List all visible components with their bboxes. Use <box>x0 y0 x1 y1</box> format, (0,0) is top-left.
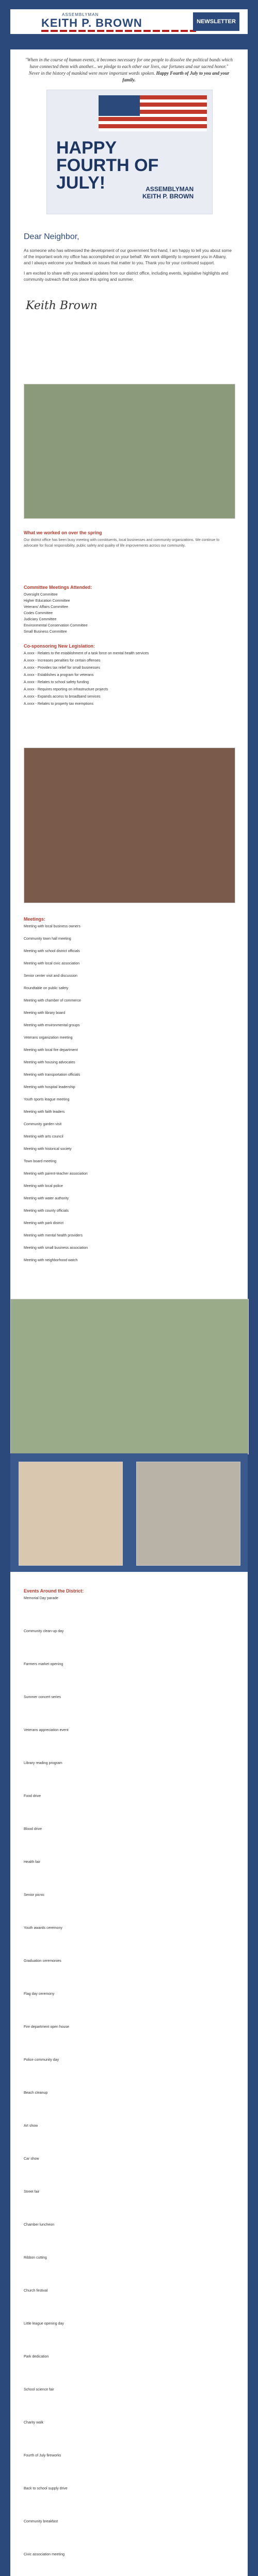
event-photo <box>136 1462 240 1566</box>
list-item: Town board meeting <box>24 1160 57 1163</box>
quote-text: "When in the course of human events, it becomes necessary for one people to dissolve the political bands which have connected them with another... we pledge to each other our lives, our fortunes and our sacred honor." Never in the history of mankind were more important words spoken. Happy Fourth of July to you and your family. <box>25 57 233 82</box>
list-item: Street fair <box>24 2190 40 2194</box>
letter-paragraph-2: I am excited to share with you several updates from our district office, including events, legislative highlights and community outreach that took place this spring and summer. <box>24 271 229 282</box>
list-item: School science fair <box>24 2388 54 2392</box>
list-item: Meeting with mental health providers <box>24 1234 83 1238</box>
masthead-stripes <box>41 30 196 32</box>
list-item: Community breakfast <box>24 2520 58 2523</box>
group-photo <box>24 384 235 519</box>
list-item: Meeting with school district officials <box>24 950 80 953</box>
list-item: Senior center visit and discussion <box>24 974 77 978</box>
list-item: Meeting with water authority <box>24 1197 69 1200</box>
quote-card <box>10 49 248 222</box>
list-item: Little league opening day <box>24 2322 64 2326</box>
list-item: Environmental Conservation Committee <box>24 624 88 628</box>
quote-highlight: Happy Fourth of July to you and your family. <box>122 71 230 82</box>
list-item: Veterans appreciation event <box>24 1728 69 1732</box>
list-item: Judiciary Committee <box>24 618 57 621</box>
list-item: Community garden visit <box>24 1123 62 1126</box>
list-item: Meeting with environmental groups <box>24 1024 80 1027</box>
list-item: Community clean-up day <box>24 1630 64 1633</box>
list-item: Meeting with local fire department <box>24 1048 78 1052</box>
spring-title: What we worked on over the spring <box>24 530 102 535</box>
list-item: Park dedication <box>24 2355 49 2359</box>
list-item: Art show <box>24 2124 38 2128</box>
list-item: A.xxxx - Expands access to broadband services <box>24 695 101 699</box>
list-item: Library reading program <box>24 1761 62 1765</box>
list-item: Health fair <box>24 1860 40 1864</box>
signature: Keith Brown <box>26 299 98 312</box>
list-item: Fire department open house <box>24 2025 69 2029</box>
list-item: Meeting with park district <box>24 1222 64 1225</box>
list-item: Beach cleanup <box>24 2091 48 2095</box>
meetings-list <box>24 924 234 1264</box>
list-item: Meeting with local business owners <box>24 925 80 928</box>
list-item: A.xxxx - Relates to the establishment of a task force on mental health services <box>24 652 149 655</box>
list-item: A.xxxx - Requires reporting on infrastructure projects <box>24 688 108 691</box>
events-title: Events Around the District: <box>24 1588 84 1594</box>
list-item: Codes Committee <box>24 612 53 615</box>
list-item: Farmers market opening <box>24 1663 63 1666</box>
photo-pair <box>10 1453 248 1572</box>
list-item: Community town hall meeting <box>24 937 71 941</box>
list-item: Police community day <box>24 2058 59 2062</box>
list-item: Meeting with historical society <box>24 1147 72 1151</box>
committee-title: Committee Meetings Attended: <box>24 585 92 590</box>
events-list <box>24 1596 234 2576</box>
list-item: Back to school supply drive <box>24 2487 68 2490</box>
events-section <box>10 1572 248 2576</box>
list-item: Veterans' Affairs Committee <box>24 605 69 609</box>
list-item: Higher Education Committee <box>24 599 70 603</box>
list-item: Meeting with transportation officials <box>24 1073 80 1077</box>
list-item: A.xxxx - Relates to school safety funding <box>24 681 89 684</box>
spring-section <box>10 371 248 732</box>
list-item: Graduation ceremonies <box>24 1959 61 1963</box>
fourth-of-july-image <box>46 90 213 214</box>
list-item: Meeting with hospital leadership <box>24 1086 75 1089</box>
july-signature: ASSEMBLYMAN KEITH P. BROWN <box>142 185 194 200</box>
list-item: Meeting with neighborhood watch <box>24 1259 78 1262</box>
list-item: Charity walk <box>24 2421 44 2425</box>
list-item: Small Business Committee <box>24 630 67 634</box>
meeting-photo <box>24 748 235 903</box>
list-item: Meeting with local police <box>24 1184 63 1188</box>
list-item: Meeting with library board <box>24 1011 66 1015</box>
list-item: Memorial Day parade <box>24 1597 58 1600</box>
list-item: Youth sports league meeting <box>24 1098 70 1101</box>
list-item: Veterans organization meeting <box>24 1036 73 1040</box>
list-item: Blood drive <box>24 1827 42 1831</box>
list-item: Fourth of July fireworks <box>24 2454 61 2458</box>
letter-paragraph-1: As someone who has witnessed the development of our government first-hand, I am happy to tell you about some of the important work my office has accomplished on your behalf. We work diligently to represent you in Albany, and I always welcome your feedback on issues that matter to you. Thank you for your continued support. <box>24 248 232 265</box>
list-item: Meeting with chamber of commerce <box>24 999 81 1003</box>
list-item: Meeting with housing advocates <box>24 1061 75 1064</box>
spring-text: Our district office has been busy meeting with constituents, local businesses and community organizations. We continue to advocate for fiscal responsibility, public safety and quality of life improvements across our community. <box>24 538 220 548</box>
list-item: Meeting with small business association <box>24 1246 88 1250</box>
masthead-badge: NEWSLETTER <box>193 12 239 31</box>
list-item: Food drive <box>24 1794 41 1798</box>
list-item: Summer concert series <box>24 1696 61 1699</box>
list-item: Roundtable on public safety <box>24 987 69 990</box>
list-item: Meeting with arts council <box>24 1135 63 1139</box>
masthead <box>10 9 248 34</box>
list-item: Youth awards ceremony <box>24 1926 62 1930</box>
list-item: A.xxxx - Relates to property tax exemptions <box>24 702 93 706</box>
list-item: Car show <box>24 2157 39 2161</box>
list-item: Meeting with local civic association <box>24 962 80 965</box>
greeting: Dear Neighbor, <box>24 232 79 241</box>
july-headline: HAPPY FOURTH OF JULY! <box>56 138 159 193</box>
photo-band <box>10 1299 248 1453</box>
list-item: Senior picnic <box>24 1893 45 1897</box>
masthead-name: KEITH P. BROWN <box>41 16 142 29</box>
meetings-title: Meetings: <box>24 917 46 922</box>
list-item: A.xxxx - Increases penalties for certain offenses <box>24 659 101 663</box>
legislation-title: Co-sponsoring New Legislation: <box>24 643 95 649</box>
flag-canton <box>99 95 140 116</box>
committee-list <box>24 592 234 635</box>
list-item: Chamber luncheon <box>24 2223 55 2227</box>
masthead-title-small: ASSEMBLYMAN <box>62 12 99 17</box>
list-item: Ribbon cutting <box>24 2256 47 2260</box>
list-item: Flag day ceremony <box>24 1992 55 1996</box>
portrait-photo <box>19 1462 123 1566</box>
site-visit-photo <box>10 1299 249 1454</box>
list-item: Oversight Committee <box>24 593 58 597</box>
list-item: Civic association meeting <box>24 2553 64 2556</box>
list-item: Meeting with faith leaders <box>24 1110 65 1114</box>
list-item: Church festival <box>24 2289 48 2293</box>
list-item: Meeting with parent-teacher association <box>24 1172 88 1176</box>
list-item: Meeting with county officials <box>24 1209 69 1213</box>
legislation-list <box>24 651 234 707</box>
letter-card <box>10 222 248 371</box>
meetings-section <box>10 732 248 1299</box>
list-item: A.xxxx - Provides tax relief for small businesses <box>24 666 100 670</box>
list-item: A.xxxx - Establishes a program for veterans <box>24 673 94 677</box>
